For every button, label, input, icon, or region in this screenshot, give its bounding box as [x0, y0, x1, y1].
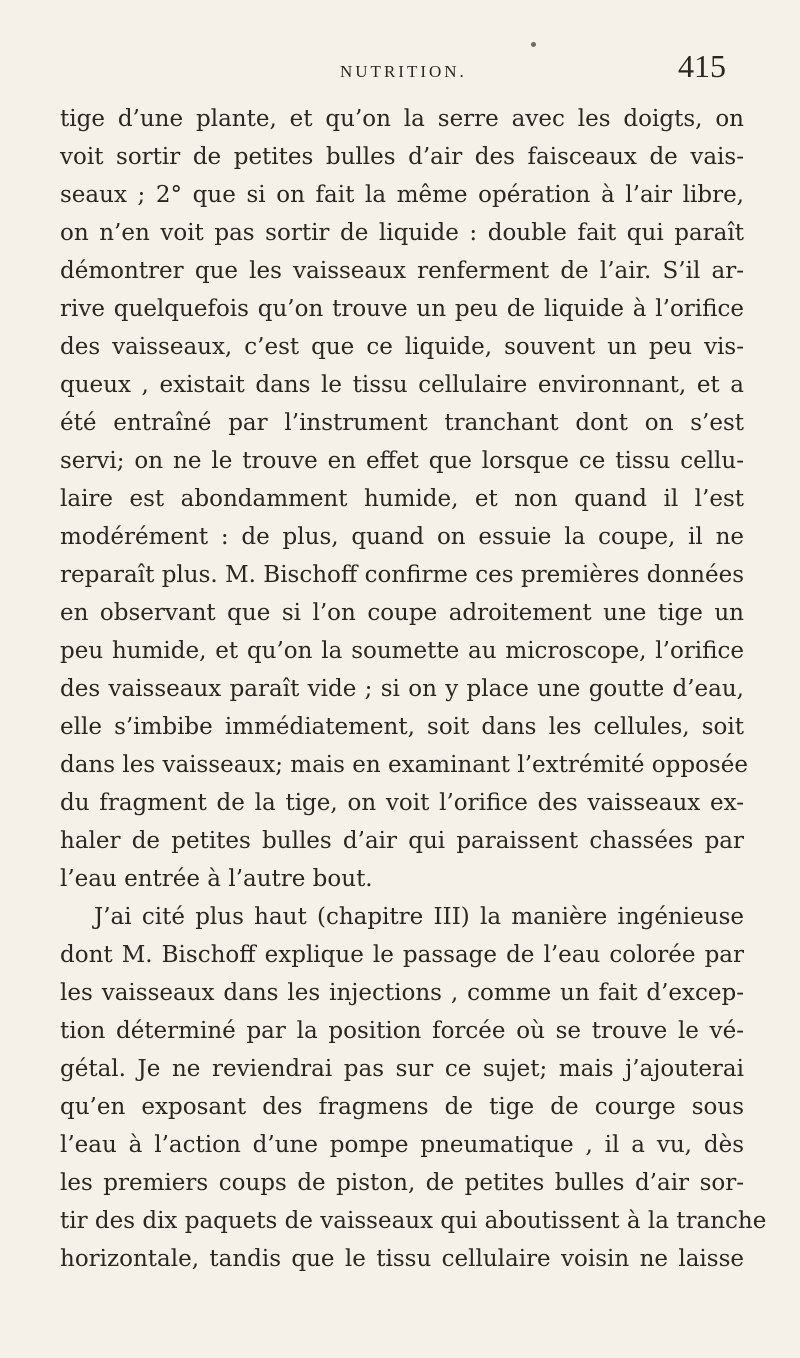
text-line: qu’en exposant des fragmens de tige de courge sous	[60, 1094, 744, 1120]
text-line: peu humide, et qu’on la soumette au microscope, l’orifice	[60, 638, 744, 664]
text-line: queux , existait dans le tissu cellulaire environnant, et a	[60, 372, 744, 398]
ink-dot	[531, 42, 536, 47]
text-line: dans les vaisseaux; mais en examinant l’extrémité opposée	[60, 752, 748, 778]
text-line: voit sortir de petites bulles d’air des faisceaux de vais-	[60, 144, 744, 170]
paragraph-end-line: l’eau entrée à l’autre bout.	[60, 866, 373, 892]
text-line: modérément : de plus, quand on essuie la coupe, il ne	[60, 524, 744, 550]
paragraph-start-line: J’ai cité plus haut (chapitre III) la manière ingénieuse	[94, 904, 744, 930]
text-line: l’eau à l’action d’une pompe pneumatique , il a vu, dès	[60, 1132, 744, 1158]
body-text	[60, 100, 767, 1278]
page-number: 415	[678, 48, 726, 84]
text-line: reparaît plus. M. Bischoff confirme ces premières données	[60, 562, 744, 588]
text-line: seaux ; 2° que si on fait la même opération à l’air libre,	[60, 182, 744, 208]
text-line: rive quelquefois qu’on trouve un peu de liquide à l’orifice	[60, 296, 744, 322]
text-line: des vaisseaux, c’est que ce liquide, souvent un peu vis-	[60, 334, 744, 360]
text-line: dont M. Bischoff explique le passage de l’eau colorée par	[60, 942, 744, 968]
text-line: des vaisseaux paraît vide ; si on y place une goutte d’eau,	[60, 676, 744, 702]
text-line: en observant que si l’on coupe adroitement une tige un	[60, 600, 744, 626]
text-line: gétal. Je ne reviendrai pas sur ce sujet; mais j’ajouterai	[60, 1056, 744, 1082]
text-line: tion déterminé par la position forcée où se trouve le vé-	[60, 1018, 744, 1044]
text-line: les premiers coups de piston, de petites bulles d’air sor-	[60, 1170, 744, 1196]
text-line: été entraîné par l’instrument tranchant dont on s’est	[60, 410, 744, 436]
text-line: horizontale, tandis que le tissu cellulaire voisin ne laisse	[60, 1246, 744, 1272]
text-line: servi; on ne le trouve en effet que lorsque ce tissu cellu-	[60, 448, 744, 474]
text-line: les vaisseaux dans les injections , comme un fait d’excep-	[60, 980, 744, 1006]
text-line: on n’en voit pas sortir de liquide : double fait qui paraît	[60, 220, 744, 246]
text-line: tir des dix paquets de vaisseaux qui aboutissent à la tranche	[60, 1208, 767, 1234]
text-line: du fragment de la tige, on voit l’orifice des vaisseaux ex-	[60, 790, 744, 816]
running-head: NUTRITION.	[340, 62, 467, 81]
text-line: laire est abondamment humide, et non quand il l’est	[60, 486, 744, 512]
text-line: démontrer que les vaisseaux renferment de l’air. S’il ar-	[60, 258, 744, 284]
text-line: haler de petites bulles d’air qui paraissent chassées par	[60, 828, 744, 854]
text-line: elle s’imbibe immédiatement, soit dans les cellules, soit	[60, 714, 744, 740]
text-line: tige d’une plante, et qu’on la serre avec les doigts, on	[60, 106, 744, 132]
